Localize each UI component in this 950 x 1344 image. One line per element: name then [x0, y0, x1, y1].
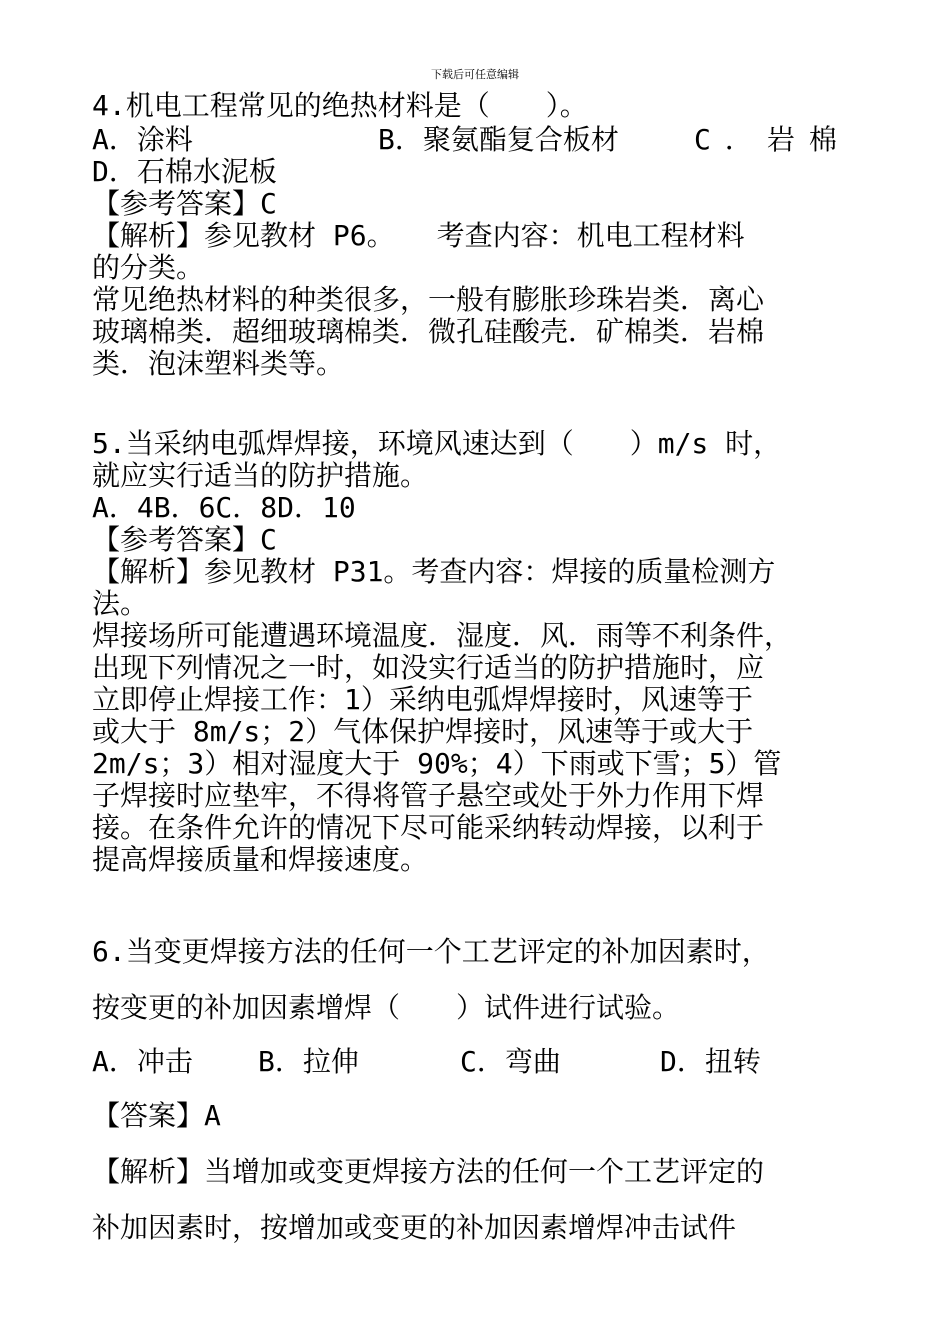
- q5-body-line: 或大于 8m/s；2）气体保护焊接时，风速等于或大于: [92, 715, 754, 748]
- q4-question: 4.机电工程常见的绝热材料是（ ）。: [92, 89, 588, 122]
- q6-question-line: 6.当变更焊接方法的任何一个工艺评定的补加因素时，: [92, 935, 770, 968]
- q4-body-line: 玻璃棉类．超细玻璃棉类．微孔硅酸壳．矿棉类．岩棉: [92, 315, 765, 348]
- q4-body-line: 类．泡沫塑料类等。: [92, 347, 345, 380]
- q4-body-line: 常见绝热材料的种类很多，一般有膨胀珍珠岩类．离心: [92, 283, 765, 316]
- q4-analysis-line: 的分类。: [92, 251, 205, 284]
- q5-body-line: 焊接场所可能遭遇环境温度．湿度．风．雨等不利条件，: [92, 619, 793, 652]
- q6-answer: 【答案】A: [92, 1099, 221, 1132]
- q5-question-line: 5.当采纳电弧焊焊接，环境风速达到（ ）m/s 时，: [92, 427, 782, 460]
- q5-body-line: 子焊接时应垫牢，不得将管子悬空或处于外力作用下焊: [92, 779, 765, 812]
- q5-analysis-line: 【解析】参见教材 P31。考查内容：焊接的质量检测方: [92, 555, 776, 588]
- q4-options-row: [92, 124, 862, 156]
- q4-answer: 【参考答案】C: [92, 187, 277, 220]
- q6-option-d: D．扭转: [660, 1045, 761, 1078]
- q5-body-line: 2m/s；3）相对湿度大于 90%；4）下雨或下雪；5）管: [92, 747, 782, 780]
- q5-options: A．4B．6C．8D．10: [92, 491, 356, 524]
- q6-option-b: B．拉伸: [258, 1045, 359, 1078]
- q4-option-b: B．聚氨酯复合板材: [378, 123, 619, 156]
- q5-analysis-line: 法。: [92, 587, 149, 620]
- q5-body-line: 接。在条件允许的情况下尽可能采纳转动焊接，以利于: [92, 811, 765, 844]
- q6-option-a: A．冲击: [92, 1045, 193, 1078]
- q4-option-d: D．石棉水泥板: [92, 155, 277, 188]
- q6-question-line: 按变更的补加因素增焊（ ）试件进行试验。: [92, 991, 681, 1024]
- q5-body-line: 出现下列情况之一时，如没实行适当的防护措施时，应: [92, 651, 765, 684]
- q5-body-line: 提高焊接质量和焊接速度。: [92, 843, 429, 876]
- q6-analysis-line: 【解析】当增加或变更焊接方法的任何一个工艺评定的: [92, 1155, 765, 1188]
- q5-question-line: 就应实行适当的防护措施。: [92, 459, 429, 492]
- q5-body-line: 立即停止焊接工作：1）采纳电弧焊焊接时，风速等于: [92, 683, 753, 716]
- q4-analysis-line: 【解析】参见教材 P6。 考查内容：机电工程材料: [92, 219, 745, 252]
- q6-analysis-line: 补加因素时，按增加或变更的补加因素增焊冲击试件: [92, 1211, 737, 1244]
- q6-option-c: C．弯曲: [460, 1045, 561, 1078]
- q5-answer: 【参考答案】C: [92, 523, 277, 556]
- q6-options-row: [92, 1046, 792, 1078]
- page-header: 下载后可任意编辑: [431, 68, 519, 81]
- q4-option-a: A．涂料: [92, 123, 193, 156]
- q4-option-c: C．岩棉: [694, 123, 851, 156]
